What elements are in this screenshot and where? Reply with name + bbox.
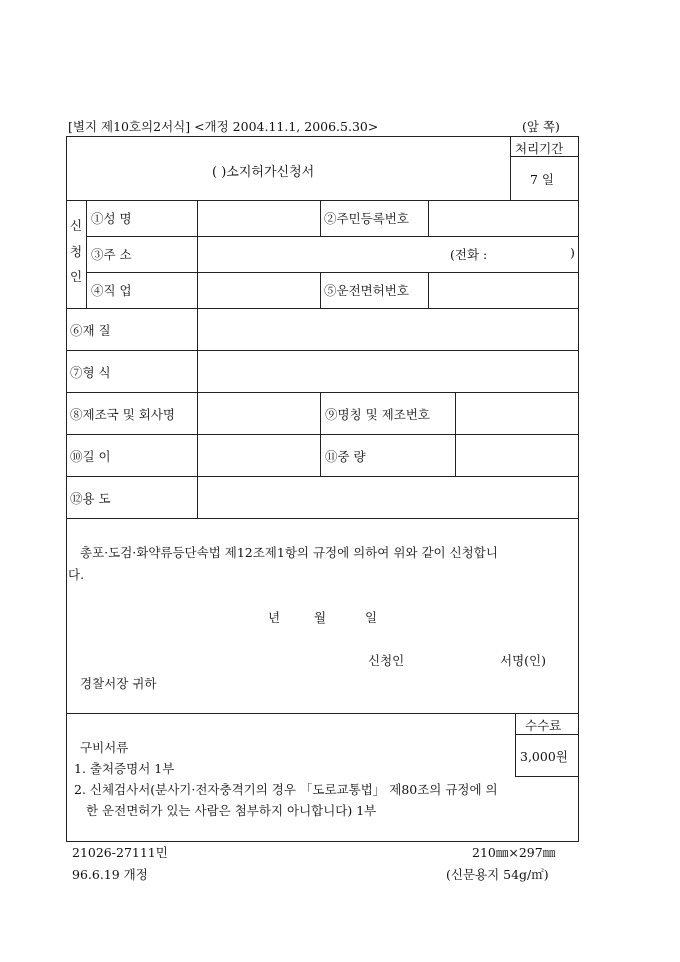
- phone-close: ): [570, 245, 575, 260]
- paper-type: (신문용지 54g/㎡): [446, 867, 549, 882]
- fee-value: 3,000원: [520, 749, 568, 764]
- date-day-label: 일: [365, 610, 378, 625]
- length-label: ⑩길 이: [70, 449, 111, 464]
- material-label: ⑥재 질: [70, 323, 111, 338]
- applicant-label-char-3: 인: [70, 269, 83, 284]
- statement-line-1: 총포·도검·화약류등단속법 제12조제1항의 규정에 의하여 위와 같이 신청합니: [80, 545, 498, 560]
- page-side-label: (앞 쪽): [522, 119, 560, 134]
- statement-line-2: 다.: [68, 567, 85, 582]
- manufacturer-label: ⑧제조국 및 회사명: [70, 407, 175, 422]
- form-reference: [별지 제10호의2서식] <개정 2004.11.1, 2006.5.30>: [68, 119, 379, 134]
- processing-period-value: 7 일: [530, 172, 555, 187]
- fee-label: 수수료: [525, 718, 562, 733]
- addressee: 경찰서장 귀하: [80, 676, 157, 691]
- address-label: ③주 소: [91, 247, 132, 262]
- form-border: [66, 136, 579, 842]
- occupation-label: ④직 업: [91, 283, 132, 298]
- signature-seal-label: 서명(인): [500, 653, 546, 668]
- type-label: ⑦형 식: [70, 365, 111, 380]
- date-month-label: 월: [314, 610, 327, 625]
- phone-label: (전화 :: [450, 247, 488, 262]
- name-label: ①성 명: [91, 211, 132, 226]
- resident-number-label: ②주민등록번호: [324, 211, 409, 226]
- purpose-label: ⑫용 도: [70, 491, 111, 506]
- required-document-2-line-2: 한 운전면허가 있는 사람은 첨부하지 아니합니다) 1부: [86, 803, 377, 818]
- required-document-1: 1. 출처증명서 1부: [74, 761, 175, 776]
- required-document-2-line-1: 2. 신체검사서(분사기·전자충격기의 경우 「도로교통법」 제80조의 규정에 의: [74, 782, 498, 797]
- applicant-label-char-2: 청: [70, 244, 83, 259]
- form-code: 21026-27111민: [72, 845, 168, 860]
- drivers-license-label: ⑤운전면허번호: [324, 283, 409, 298]
- applicant-label-char-1: 신: [70, 218, 83, 233]
- weight-label: ⑪중 량: [325, 449, 366, 464]
- required-documents-heading: 구비서류: [80, 740, 129, 755]
- date-year-label: 년: [268, 610, 281, 625]
- paper-size: 210㎜×297㎜: [472, 845, 556, 860]
- processing-period-label: 처리기간: [515, 141, 564, 156]
- model-serial-label: ⑨명칭 및 제조번호: [325, 407, 430, 422]
- applicant-signature-label: 신청인: [368, 653, 405, 668]
- form-title: ( )소지허가신청서: [212, 165, 315, 180]
- revision-date: 96.6.19 개정: [72, 867, 148, 882]
